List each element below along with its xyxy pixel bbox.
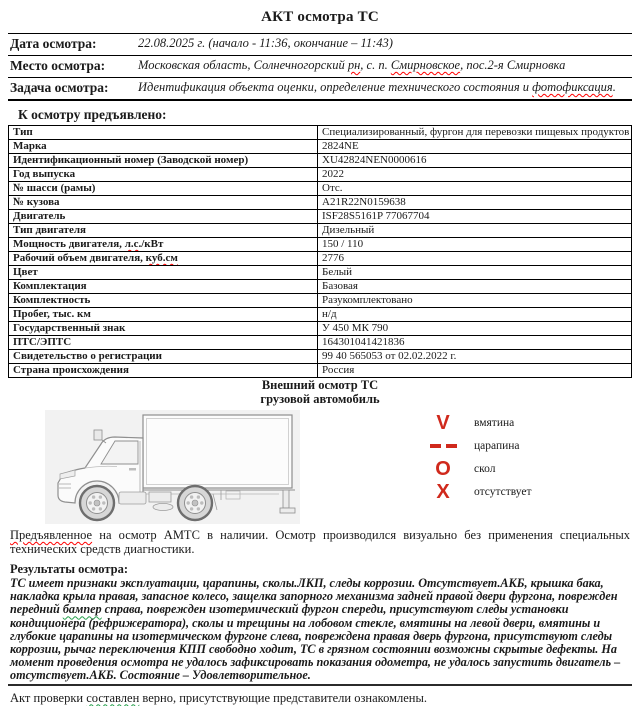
presence-paragraph: Предъявленное на осмотр АМТС в наличии. Осмотр производился визуально без применения специальных технических средств диагностики. (10, 528, 630, 556)
section-presented-heading: К осмотру предъявлено: (18, 107, 167, 122)
row-label: № кузова (9, 196, 318, 210)
table-row (9, 140, 632, 154)
horizontal-divider (8, 684, 632, 686)
row-label: Идентификационный номер (Заводской номер) (9, 154, 318, 168)
spellcheck-word: Предъявленное (10, 528, 93, 542)
date-label: Дата осмотра: (8, 34, 136, 56)
damage-legend (422, 411, 532, 503)
table-row (9, 280, 632, 294)
row-value: Россия (318, 364, 632, 378)
info-row-place (8, 56, 632, 78)
legend-label: царапина (474, 439, 520, 452)
spellcheck-word: бампер (62, 602, 102, 617)
row-value: Белый (318, 266, 632, 280)
table-row (9, 266, 632, 280)
table-row (9, 364, 632, 378)
table-row (9, 294, 632, 308)
legend-label: скол (474, 462, 496, 475)
table-row (9, 224, 632, 238)
row-value: 99 40 565053 от 02.02.2022 г. (318, 350, 632, 364)
table-row (9, 252, 632, 266)
scratch-dash-icon (422, 444, 464, 448)
row-label: № шасси (рамы) (9, 182, 318, 196)
table-row (9, 336, 632, 350)
row-label: Комплектация (9, 280, 318, 294)
vehicle-details-table (8, 125, 632, 378)
place-value: Московская область, Солнечногорский рн, с. п. Смирновское, пос.2-я Смирновка (136, 56, 632, 78)
row-value: 2776 (318, 252, 632, 266)
task-label: Задача осмотра: (8, 78, 136, 101)
spellcheck-word: Смирновское (390, 58, 461, 72)
info-row-date (8, 34, 632, 56)
row-value: 2022 (318, 168, 632, 182)
place-label: Место осмотра: (8, 56, 136, 78)
legend-item-dent (422, 411, 532, 434)
row-value: Специализированный, фургон для перевозки пищевых продуктов (318, 126, 632, 140)
row-value: 2824NE (318, 140, 632, 154)
row-value: A21R22N0159638 (318, 196, 632, 210)
legend-item-missing (422, 480, 532, 503)
date-value: 22.08.2025 г. (начало - 11:36, окончание – 11:43) (136, 34, 632, 56)
legend-item-scratch (422, 434, 532, 457)
row-value: XU42824NEN0000616 (318, 154, 632, 168)
task-value: Идентификация объекта оценки, определение технического состояния и фотофиксация. (136, 78, 632, 101)
row-label: ПТС/ЭПТС (9, 336, 318, 350)
results-paragraph: ТС имеет признаки эксплуатации, царапины, сколы.ЛКП, следы коррозии. Отсутствует.АКБ, крышка бака, накладка крыла правая, запасное колесо, защелка запорного механизма задней правой двери фургона, поврежден передний бампер справа, поврежден изотермический фургон спереди, присутствуют следы установки кондиционера (рефрижератора), сколы и трещины на лобовом стекле, вмятины на левой двери, вмятины и глубокие царапины на изотермическом фургоне слева, повреждена правая дверь фургона, присутствуют следы коррозии, рычаг переключения КПП свободно ходит, ТС в грязном состоянии возможны скрытые дефекты. На момент проведения осмотра не удалось зафиксировать показания одометра, не удалось запустить двигатель – отсутствует.АКБ. Состояние – Удовлетворительное. (10, 576, 621, 683)
row-value: ISF28S5161P 77067704 (318, 210, 632, 224)
legend-label: вмятина (474, 416, 515, 429)
spellcheck-word: л.с (124, 238, 139, 250)
spellcheck-word: куб.см (145, 252, 178, 264)
info-row-task (8, 78, 632, 101)
truck-side-view-image (45, 410, 300, 524)
spellcheck-word: составлен (86, 690, 140, 705)
row-label: Свидетельство о регистрации (9, 350, 318, 364)
row-label: Тип (9, 126, 318, 140)
legend-label: отсутствует (474, 485, 532, 498)
row-value: Отс. (318, 182, 632, 196)
exterior-heading: Внешний осмотр ТС (261, 378, 379, 392)
table-row (9, 126, 632, 140)
table-row (9, 182, 632, 196)
exterior-inspection-section (45, 410, 640, 524)
row-label: Пробег, тыс. км (9, 308, 318, 322)
table-row (9, 238, 632, 252)
row-value: 150 / 110 (318, 238, 632, 252)
row-label: Двигатель (9, 210, 318, 224)
row-value: Базовая (318, 280, 632, 294)
row-value: У 450 МК 790 (318, 322, 632, 336)
row-label: Мощность двигателя, л.с./кВт (9, 238, 318, 252)
table-row (9, 308, 632, 322)
table-row (9, 196, 632, 210)
footer-statement: Акт проверки составлен верно, присутствующие представители ознакомлены. (10, 690, 427, 705)
missing-symbol-icon: X (436, 480, 450, 503)
inspection-info-table (8, 33, 632, 101)
row-value: н/д (318, 308, 632, 322)
row-value: Дизельный (318, 224, 632, 238)
legend-item-chip (422, 457, 532, 480)
row-label: Цвет (9, 266, 318, 280)
chip-symbol-icon: O (435, 457, 451, 480)
table-row (9, 154, 632, 168)
dent-symbol-icon: V (436, 411, 450, 434)
row-value: Разукомплектовано (318, 294, 632, 308)
row-label: Год выпуска (9, 168, 318, 182)
spellcheck-word: рн (347, 58, 361, 72)
table-row (9, 350, 632, 364)
exterior-subheading: грузовой автомобиль (260, 392, 380, 406)
row-value: 164301041421836 (318, 336, 632, 350)
table-row (9, 210, 632, 224)
table-row (9, 168, 632, 182)
spellcheck-word: фотофиксация (532, 80, 613, 94)
table-row (9, 322, 632, 336)
row-label: Марка (9, 140, 318, 154)
row-label: Рабочий объем двигателя, куб.см (9, 252, 318, 266)
results-heading: Результаты осмотра: (10, 562, 128, 576)
row-label: Комплектность (9, 294, 318, 308)
row-label: Государственный знак (9, 322, 318, 336)
truck-svg (45, 410, 300, 524)
row-label: Тип двигателя (9, 224, 318, 238)
row-label: Страна происхождения (9, 364, 318, 378)
page-title: АКТ осмотра ТС (261, 9, 379, 25)
